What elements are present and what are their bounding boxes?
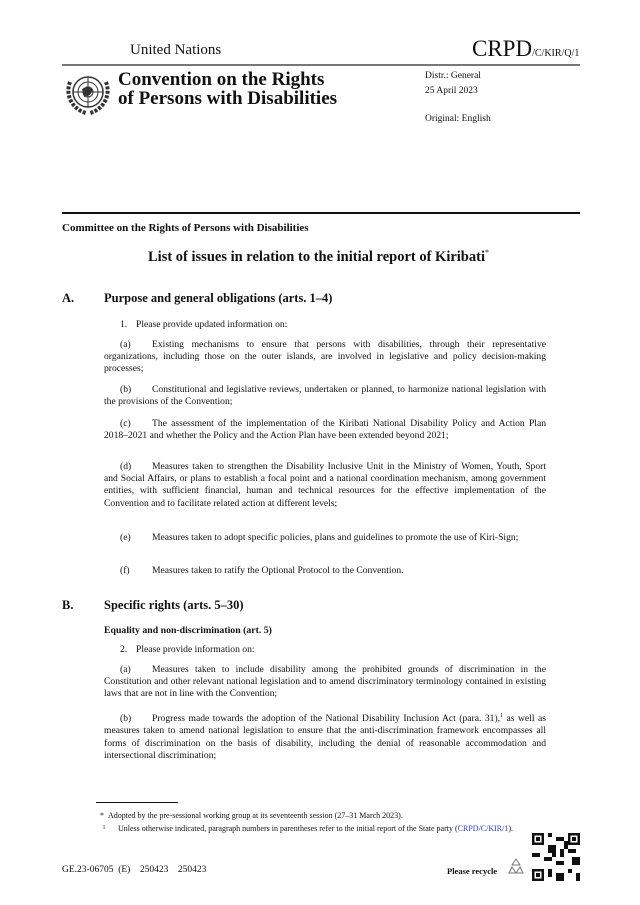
item-label: (a) xyxy=(120,664,131,675)
qr-code-icon xyxy=(532,833,580,881)
item-text: Measures taken to strengthen the Disability Inclusive Unit in the Ministry of Women, Youth, Sport and Social Affairs, or plans to establish a focal point and a national coordination mechanism, among government entities, with sufficient financial, human and technical resources for the effective implementation of the Convention and to facilitate related action at different levels; xyxy=(104,461,546,509)
please-recycle: Please recycle xyxy=(447,866,498,876)
footnote-mark: * xyxy=(484,248,489,257)
title-rule xyxy=(62,212,580,214)
footnote-mark: * xyxy=(100,811,104,820)
paragraph-text: Please provide information on: xyxy=(136,644,255,655)
item-text: Existing mechanisms to ensure that persons with disabilities, through their representative organizations, including those on the outer islands, are involved in legislative and policy decision-making processes; xyxy=(104,339,546,375)
footnote-star xyxy=(100,810,524,821)
item-text: Measures taken to adopt specific policies, plans and guidelines to promote the use of Kiri-Sign; xyxy=(152,532,519,543)
section-b-heading xyxy=(62,598,244,613)
item-text: Progress made towards the adoption of the National Disability Inclusion Act (para. 31), xyxy=(152,713,501,725)
footnote-rule xyxy=(96,802,178,803)
item-text: Constitutional and legislative reviews, undertaken or planned, to harmonize national legislation with the provisions of the Convention; xyxy=(104,384,546,408)
item-label: (e) xyxy=(120,532,131,543)
footnote-text: Unless otherwise indicated, paragraph numbers in parentheses refer to the initial report of the State party ( xyxy=(118,824,458,833)
item-2b xyxy=(104,710,546,762)
footnote-mark: 1 xyxy=(102,825,106,831)
item-d xyxy=(104,461,546,510)
item-text-cont: as well as measures taken to amend national legislation to ensure that the anti-discrimination framework encompasses all forms of discrimination on the basis of disability, including the denial of reasonable accommodation and intersectional discrimination; xyxy=(104,713,546,761)
section-letter: B. xyxy=(62,598,74,612)
item-2a xyxy=(104,664,546,701)
paragraph-2 xyxy=(104,644,546,656)
paragraph-1 xyxy=(104,319,546,331)
committee-name: Committee on the Rights of Persons with Disabilities xyxy=(62,222,309,234)
item-label: (d) xyxy=(120,461,132,472)
item-text: Measures taken to include disability among the prohibited grounds of discrimination in the Constitution and other relevant national legislation and to amend discriminatory terminology contained in existing laws that are not in line with the Convention; xyxy=(104,664,546,700)
item-text: The assessment of the implementation of the Kiribati National Disability Policy and Action Plan 2018–2021 and whether the Policy and the Action Plan have been extended beyond 2021; xyxy=(104,418,546,442)
item-e xyxy=(104,532,546,544)
header-rule xyxy=(62,64,580,66)
item-c xyxy=(104,418,546,442)
paragraph-number: 1. xyxy=(120,319,128,330)
title-line-2: of Persons with Disabilities xyxy=(118,88,338,109)
title-line-1: Convention on the Rights xyxy=(118,69,325,90)
item-label: (b) xyxy=(120,713,132,725)
footnote-ref[interactable]: 1 xyxy=(500,713,504,719)
document-title xyxy=(148,248,489,266)
item-label: (f) xyxy=(120,565,130,576)
date: 25 April 2023 xyxy=(425,86,478,96)
document-title-text: List of issues in relation to the initial report of Kiribati xyxy=(148,248,485,265)
recycle-icon xyxy=(505,856,527,878)
subheading: Equality and non-discrimination (art. 5) xyxy=(104,625,272,636)
footnote-1 xyxy=(102,823,526,835)
symbol-main: CRPD xyxy=(472,36,533,61)
item-a xyxy=(104,339,546,376)
un-emblem-icon xyxy=(62,67,114,119)
paragraph-number: 2. xyxy=(120,644,128,655)
footnote-text: Adopted by the pre-sessional working group at its seventeenth session (27–31 March 2023). xyxy=(108,811,403,820)
distribution: Distr.: General xyxy=(425,71,481,81)
original-language: Original: English xyxy=(425,114,491,124)
section-title: Purpose and general obligations (arts. 1–4) xyxy=(104,291,333,305)
item-label: (a) xyxy=(120,339,131,350)
item-b xyxy=(104,384,546,408)
job-number: GE.23-06705 (E) 250423 250423 xyxy=(62,865,207,875)
org-name: United Nations xyxy=(130,42,222,58)
document-symbol xyxy=(472,36,579,62)
footnote-end: ). xyxy=(508,824,514,833)
paragraph-text: Please provide updated information on: xyxy=(136,319,288,330)
section-title: Specific rights (arts. 5–30) xyxy=(104,598,244,612)
section-a-heading xyxy=(62,291,332,306)
item-text: Measures taken to ratify the Optional Protocol to the Convention. xyxy=(152,565,404,576)
item-label: (c) xyxy=(120,418,131,429)
item-f xyxy=(104,565,546,577)
symbol-sub: /C/KIR/Q/1 xyxy=(532,48,580,59)
symbol-link[interactable]: CRPD/C/KIR/1 xyxy=(457,824,509,833)
section-letter: A. xyxy=(62,291,75,305)
item-label: (b) xyxy=(120,384,132,395)
convention-title xyxy=(118,70,337,108)
